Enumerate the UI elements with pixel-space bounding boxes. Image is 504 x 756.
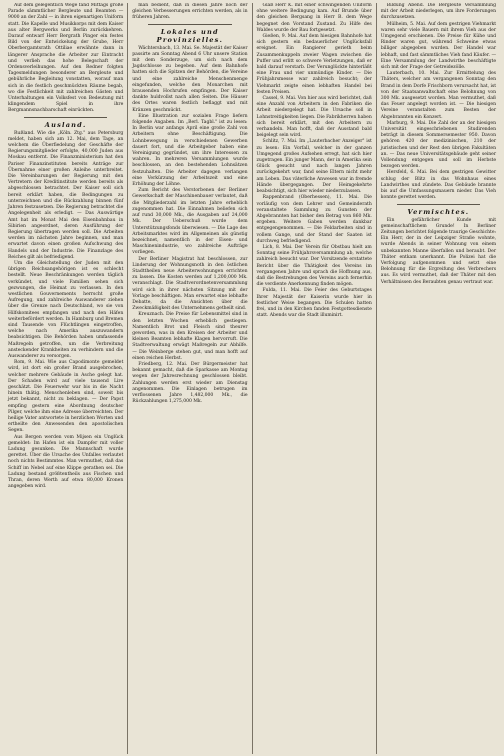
article-paragraph: Mülheim, 5. Mai. Auf dem gestrigen Viehmarkt waren sehr viele Bauern mit ihrem Vieh aus der Umgegend erschienen. Die Preise für Kühe und Rinder waren gut, während Schweine etwas billiger abgegeben wurden. Der Handel war lebhaft, und fast sämmtliches Vieh fand Käufer. — Eine Versammlung der Landwirthe beschäftigte sich mit der Frage der Getreidezölle. <box>380 21 496 71</box>
section-divider <box>24 117 107 118</box>
article-paragraph: Gläß Herr K. mit einer schwingenden Uniform ohne weitere Bedingung kam. Auf Brunde über den gleichen Bergsang in Herr B. dem Wege begegnet den Vorstand Zustand. Zu Hilfe des Waldes wurde der Bau fortgesetzt. <box>256 3 372 33</box>
newspaper-columns <box>4 3 500 754</box>
section-heading: Vermischtes. <box>407 207 470 216</box>
column-2 <box>127 3 251 754</box>
section-divider <box>397 204 480 205</box>
article-paragraph: Gießen, 9. Mai. Auf dem hiesigen Bahnhofe hat sich gestern ein bedauerlicher Unglücksfall ereignet. Ein Rangierer gerieth beim Zusammenkuppeln zweier Wagen zwischen die Puffer und erlitt so schwere Verletzungen, daß er bald darauf verstarb. Der Verunglückte hinterläßt eine Frau und vier unmündige Kinder. — Die Frühjahrsmesse war zahlreich besucht; der Viehmarkt zeigte einen lebhaften Handel bei festen Preisen. <box>256 34 372 95</box>
article-paragraph: Marburg, 9. Mai. Die Zahl der an der hiesigen Universität eingeschriebenen Studirenden beträgt in diesem Sommersemester 950. Davon gehören 420 der medizinischen, 210 der juristischen und der Rest den übrigen Fakultäten an. — Das neue Universitätsgebäude geht seiner Vollendung entgegen und soll im Herbste bezogen werden. <box>380 120 496 170</box>
article-paragraph: Friedberg, 12. Mai. Der Bürgermeister hat bekannt gemacht, daß die Sparkasse am Montag wegen der Jahresrechnung geschlossen bleibt. Zahlungen werden erst wieder am Dienstag angenommen. Die Einlagen betrugen im verflossenen Jahre 1,482,000 Mk., die Rückzahlungen 1,275,000 Mk. <box>132 361 248 405</box>
article-paragraph: Aus Bergen werden vom Mijsen ein Unglück gemeldet: Im Hafen ist ein Dampfer mit voller Ladung gesunken. Die Mannschaft wurde gerettet. Über die Ursache des Unfalles verlautet noch nichts Bestimmtes. Man vermuthet, daß das Schiff im Nebel auf eine Klippe gerathen sei. Die Ladung bestand größtentheils aus Fischen und Thran, deren Werth auf etwa 80,000 Kronen angegeben wird. <box>8 434 124 490</box>
article-paragraph: Bildung Abend. Die Bergleute Versammlung mit der Arbeit niederlegen, um ihre Forderungen durchzusetzen. <box>380 3 496 21</box>
article-paragraph: Lauterbach, 10. Mai. Zur Ermittelung des Thäters, welcher am vergangenen Sonntag den Brand in dem Dorfe Frischborn verursacht hat, ist von der Staatsanwaltschaft eine Belohnung von 300 Mk. ausgesetzt worden. Man vermuthet, daß das Feuer angelegt worden ist. — Die hiesigen Vereine veranstalten zum Besten der Abgebrannten ein Konzert. <box>380 71 496 120</box>
article-paragraph: Um die Gleichstellung der Juden mit den übrigen Reichsangehörigen ist es schlecht bestellt. Neue Beschränkungen werden täglich verkündet, und viele Familien sehen sich gezwungen, die Heimat zu verlassen. In den westlichen Gouvernements herrscht große Aufregung, und zahlreiche Auswanderer ziehen über die Grenze nach Deutschland, wo sie von Hilfskomitees empfangen und nach den Häfen weiterbefördert werden. In Hamburg und Bremen sind Tausende von Flüchtlingen eingetroffen, welche nach Amerika auszuwandern beabsichtigen. Die Behörden haben umfassende Maßregeln getroffen, um die Verbreitung ansteckender Krankheiten zu verhindern und die Auswanderer zu versorgen. <box>8 260 124 359</box>
article-paragraph: man bedient, daß in diesen Jahre noch der gleichen Verbesserungen errichten werden, als in früheren Jahren. <box>132 3 248 21</box>
article-paragraph: Rußland. Wie die „Köln. Ztg." aus Petersburg meldet, haben sich am 12. Mai, dem Tage, an welchem die Überfiedelung der Geschäfte der Regierungsmitglieder erfolgte, 40,000 Juden aus Moskau entfernt. Die Finanzministerium hat den Pariser Finanzinstituten bereits Anträge zur Übernahme einer großen Anleihe unterbreitet. Die Vereinbarungen der Regierung mit den Vertretern der Kreditinstitute werden bereits als abgeschlossen betrachtet. Der Kaiser soll sich bereit erklärt haben, die Bedingungen zu unterzeichnen und die Rückzahlung binnen fünf Jahren festzusetzen. Die Regierung betrachtet die Angelegenheit als erledigt. — Das Auswärtige Amt hat im Monat Mai den Eisenbahnbau in Sibirien angeordnet, deren Ausführung der Regierung übertragen werden soll. Die Arbeiten werden im nächsten Jahre beginnen, und man erwartet davon einen großen Aufschwung des Handels und der Industrie. Die Finanzlage des Reiches gilt als befriedigend. <box>8 130 124 260</box>
article-paragraph: Schlitz, 7. Mai. Im „Lauterbacher Anzeiger" ist zu lesen: Ein Vorfall, welcher in der ganzen Umgegend großes Aufsehen erregt, hat sich hier zugetragen. Ein junger Mann, der in Amerika sein Glück gesucht und nach langen Jahren zurückgekehrt war, fand seine Eltern nicht mehr am Leben. Das väterliche Anwesen war in fremde Hände übergegangen. Der Heimgekehrte beabsichtigt, sich hier wieder niederzulassen. <box>256 139 372 195</box>
section-heading: Lokales und Provinzielles. <box>156 27 224 44</box>
column-1 <box>4 3 127 754</box>
article-paragraph: Wächtersbach, 13. Mai. Se. Majestät der Kaiser passirte am Sonntag Abend 6 Uhr unsere Station mit dem Sonderzuge, um sich nach dem Jagdschlosse zu begeben. Auf dem Bahnhofe hatten sich die Spitzen der Behörden, die Vereine und eine zahlreiche Menschenmenge eingefunden, welche den Monarchen mit brausenden Hochrufen empfingen. Der Kaiser dankte huldvollst nach allen Seiten. Die Häuser des Ortes waren festlich beflaggt und mit Kränzen geschmückt. <box>132 45 248 113</box>
article-paragraph: Rappenbrand (Oberhessen), 11. Mai. Die vorläufig von dem Lehrer und Gemeinderath veranstaltete Sammlung zu Gunsten der Abgebrannten hat bisher den Betrag von 860 Mk. ergeben. Weitere Gaben werden dankbar entgegengenommen. — Die Feldarbeiten sind in vollem Gange, und der Stand der Saaten ist durchweg befriedigend. <box>256 195 372 244</box>
article-paragraph: Ein gefährlicher Kunde mit gemeinschaftlichem Grunde! In Berliner Zeitungen berichtet folgende traurige Geschichte: Ein Herr, der in der Leipziger Straße wohnte, wurde Abends in seiner Wohnung von einem unbekannten Manne überfallen und beraubt. Der Thäter entkam unerkannt. Die Polizei hat die Verfolgung aufgenommen und setzt eine Belohnung für die Ergreifung des Verbrechers aus. Es wird vermuthet, daß der Thäter mit den Verhältnissen des Beraubten genau vertraut war. <box>380 217 496 285</box>
column-3 <box>252 3 376 754</box>
article-paragraph: Hersfeld, 6. Mai. Bei dem gestrigen Gewitter schlug der Blitz in das Wohnhaus eines Landwirthes und zündete. Das Gebäude brannte bis auf die Umfassungsmauern nieder. Das Vieh konnte gerettet werden. <box>380 170 496 201</box>
article-paragraph: Fulda, 11. Mai. Die Feier des Geburtstages Ihrer Majestät der Kaiserin wurde hier in festlicher Weise begangen. Die Schulen hatten frei, und in den Kirchen fanden Festgottesdienste statt. Abends war die Stadt illuminirt. <box>256 288 372 319</box>
article-paragraph: Zum Bericht des Verstorbenen der Berliner Gewerkschaft der Maschinenbauer verlautet, daß die Mitgliederzahl im letzten Jahre erheblich zugenommen hat. Die Einnahmen beliefen sich auf rund 30,000 Mk., die Ausgaben auf 24,000 Mk. Der Ueberschuß wurde dem Unterstützungsfonds überwiesen. — Die Lage des Arbeitsmarktes wird im Allgemeinen als günstig bezeichnet, namentlich in der Eisen- und Maschinenindustrie, wo zahlreiche Aufträge vorliegen. <box>132 188 248 256</box>
article-paragraph: Eine Illustration zur sozialen Frage liefern folgende Angaben. Im „Berl. Tagbl." ist zu lesen: In Berlin war anfangs April eine große Zahl von Arbeitern ohne Beschäftigung. Die Lohnbewegung in verschiedenen Gewerben dauert fort, und die Arbeitgeber haben eine Vereinigung gegründet, um ihre Interessen zu wahren. In mehreren Versammlungen wurde beschlossen, an den bestehenden Lohnsätzen festzuhalten. Die Arbeiter dagegen verlangen eine Verkürzung der Arbeitszeit und eine Erhöhung der Löhne. <box>132 113 248 188</box>
article-paragraph: Der Berliner Magistrat hat beschlossen, zur Linderung der Wohnungsnoth in den östlichen Stadttheilen neue Arbeiterwohnungen errichten zu lassen. Die Kosten werden auf 1,200,000 Mk. veranschlagt. Die Stadtverordnetenversammlung wird sich in ihrer nächsten Sitzung mit der Vorlage beschäftigen. Man erwartet eine lebhafte Debatte, da die Ansichten über die Zweckmäßigkeit des Unternehmens getheilt sind. <box>132 256 248 312</box>
article-paragraph: Rom, 9. Mai. Wie aus Capodimonte gemeldet wird, ist dort ein großer Brand ausgebrochen, welcher mehrere Gebäude in Asche gelegt hat. Der Schaden wird auf viele tausend Lire geschätzt. Die Feuerwehr war bis in die Nacht hinein thätig. Menschenleben sind, soweit bis jetzt bekannt, nicht zu beklagen. — Der Papst empfing gestern eine Abordnung deutscher Pilger, welche ihm eine Adresse überreichten. Der heilige Vater antwortete in herzlichen Worten und ertheilte den Anwesenden den apostolischen Segen. <box>8 360 124 434</box>
article-paragraph: Auf dem gelegentlich Wege fand Mittags große Parade sämmtlicher Bergleute und Beamten — 9000 an der Zahl — in ihren eigenartigen Uniform statt. Die Kapelle und Musikkorps mit dem Kaiser aus alter Bergwerks und Berlin zurückkehren. Darauf entwarf Herr Bergrath Pinger ein festes Bild von der Entwickelung der Grube, Herr Oberbergamtsrath Ottiliae erwähnte dann in längerer Ansprache die Arbeiter zur Eintracht und verlieh das hohe Belegschaft der Ordensverleihungen. Auf den Redner folgten Tagesmeldungen besonderer an Bergleute und gebührliche Begleitung vonstatten, worauf man sich in die festlich geschmückten Räume begab, wo die Festlichkeit mit zahlreichen Gästen und Unterhaltungen ein Volksfest von Bedeutung mit klingendem Spiel in ihre Bergmannsnachbarschaft einrückten. <box>8 3 124 114</box>
article-paragraph: Cassel, 9. Mai. Von hier aus wird berichtet, daß eine Anzahl von Arbeitern in den Fabriken die Arbeit niedergelegt hat. Die Ursache soll in Lohnstreitigkeiten liegen. Die Fabrikherren haben sich bereit erklärt, mit den Arbeitern zu verhandeln. Man hofft, daß der Ausstand bald beigelegt sein wird. <box>256 96 372 139</box>
column-4 <box>376 3 500 754</box>
section-heading: Ausland. <box>44 120 87 129</box>
article-paragraph: Kreuznach. Die Preise für Lebensmittel sind in den letzten Wochen erheblich gestiegen. Namentlich Brot und Fleisch sind theurer geworden, was in den Kreisen der Arbeiter und kleinen Beamten lebhafte Klagen hervorruft. Die Stadtverwaltung erwägt Maßregeln zur Abhilfe. — Die Weinberge stehen gut, und man hofft auf einen reichen Herbst. <box>132 312 248 361</box>
article-paragraph: Lich, 8. Mai. Der Verein für Obstbau hielt am Sonntag seine Frühjahrsversammlung ab, welche zahlreich besucht war. Der Vorsitzende erstattete Bericht über die Thätigkeit des Vereins im vergangenen Jahre und sprach die Hoffnung aus, daß die Bestrebungen des Vereins auch fernerhin die verdiente Anerkennung finden mögen. <box>256 244 372 288</box>
section-divider <box>148 24 231 25</box>
